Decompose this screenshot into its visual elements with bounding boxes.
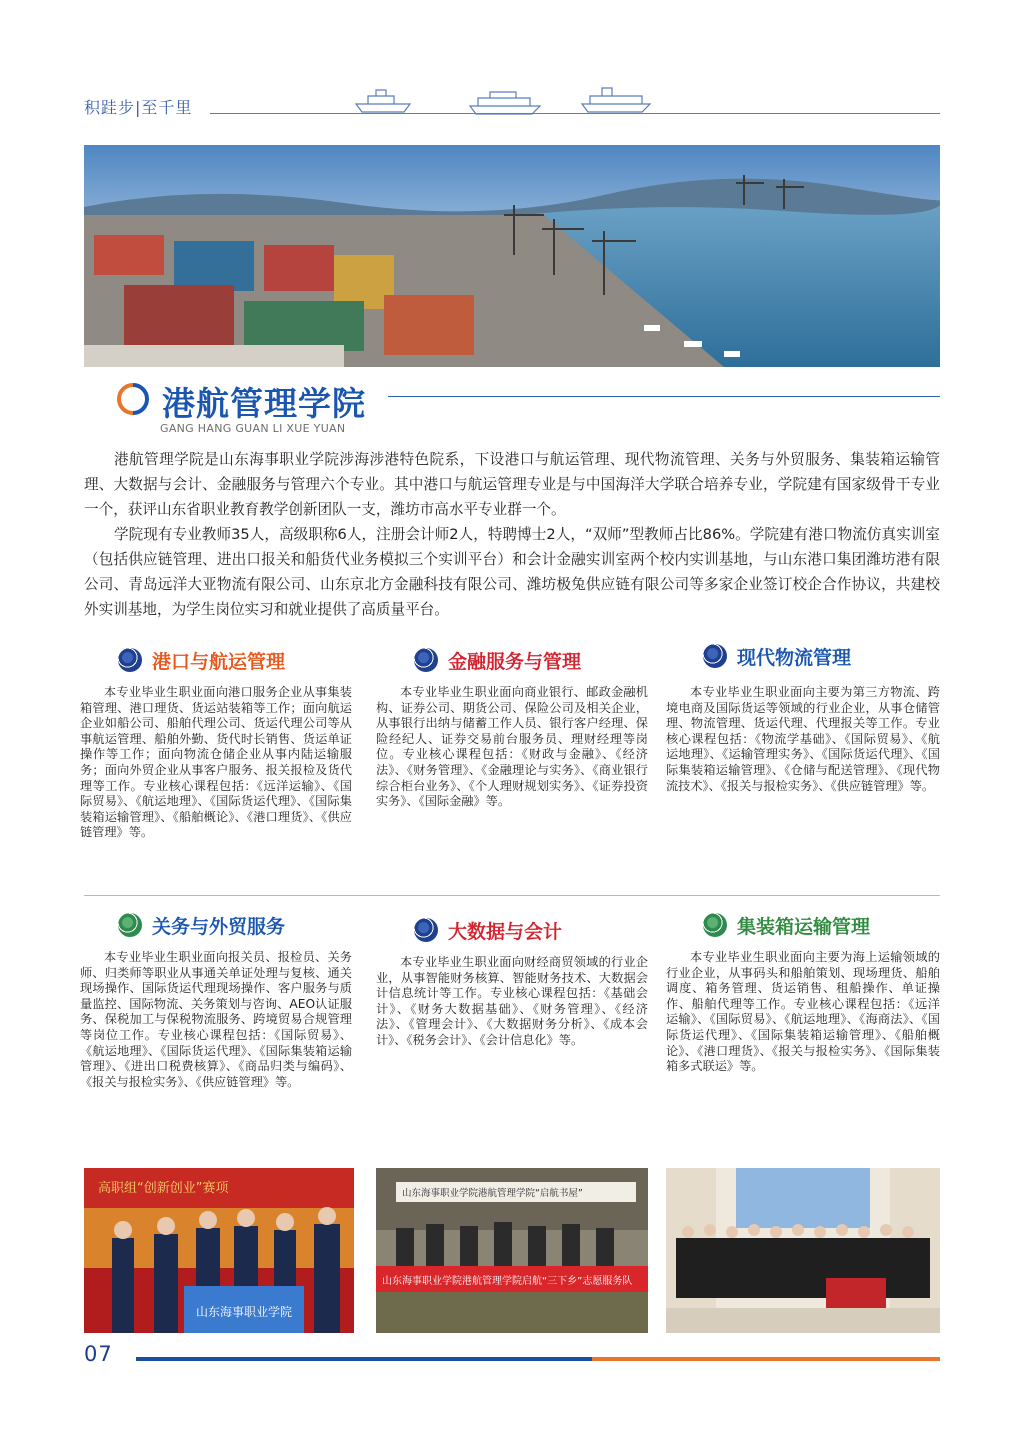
major-description: 本专业毕业生职业面向报关员、报检员、关务师、归类师等职业从事通关单证处理与复核、通关现场操作、国际货运代理现场操作、客户服务与质量监控、国际物流、关务策划与咨询、AEO认证服务、保税加工与保税物流服务、跨境贸易合规管理等岗位工作。专业核心课程包括：《国际贸易》、《航运地理》、《国际货运代理》、《国际集装箱运输管理》、《进出口税费核算》、《商品归类与编码》、《报关与报检实务》、《供应链管理》等。	[80, 950, 352, 1089]
major-title: 港口与航运管理	[152, 650, 286, 673]
page-title-pinyin: GANG HANG GUAN LI XUE YUAN	[160, 422, 346, 435]
ships-icon	[350, 82, 670, 118]
volunteer-team-photo	[376, 1168, 648, 1333]
major-description: 本专业毕业生职业面向商业银行、邮政金融机构、证券公司、期货公司、保险公司及相关企业，从事银行出纳与储蓄工作人员、银行客户经理、保险经纪人、证券交易前台服务员、理财经理等岗位。专业核心课程包括：《财政与金融》、《经济法》、《财务管理》、《金融理论与实务》、《商业银行综合柜台业务》、《个人理财规划实务》、《证券投资实务》、《国际金融》等。	[376, 685, 648, 809]
footer-bar-blue	[136, 1357, 592, 1361]
major-description: 本专业毕业生职业面向财经商贸领域的行业企业，从事智能财务核算、智能财务技术、大数据会计信息统计等工作。专业核心课程包括：《基础会计》、《财务大数据基础》、《财务管理》、《经济法》、《管理会计》、《大数据财务分析》、《成本会计》、《税务会计》、《会计信息化》等。	[376, 955, 648, 1047]
major-bullet-icon	[703, 913, 727, 937]
major-title: 现代物流管理	[737, 646, 852, 669]
major-heading-port-shipping	[118, 645, 285, 675]
competition-award-photo	[84, 1168, 354, 1333]
graduation-group-photo	[666, 1168, 940, 1333]
major-heading-container-transport	[703, 910, 870, 940]
intro-paragraph-1: 港航管理学院是山东海事职业学院涉海涉港特色院系，下设港口与航运管理、现代物流管理、关务与外贸服务、集装箱运输管理、大数据与会计、金融服务与管理六个专业。其中港口与航运管理专业是与中国海洋大学联合培养专业，学院建有国家级骨干专业一个，获评山东省职业教育教学创新团队一支，潍坊市高水平专业群一个。	[84, 451, 940, 518]
section-divider	[84, 895, 940, 896]
footer-bar-orange	[592, 1357, 940, 1361]
photo-banner-text: 高职组“创新创业”赛项	[98, 1181, 229, 1196]
major-bullet-icon	[703, 644, 727, 668]
major-bullet-icon	[118, 913, 142, 937]
header-slogan: 积跬步|至千里	[84, 98, 193, 117]
photo-banner-text: 山东海事职业学院港航管理学院启航“三下乡”志愿服务队	[382, 1276, 633, 1287]
major-bullet-icon	[118, 648, 142, 672]
major-description: 本专业毕业生职业面向主要为第三方物流、跨境电商及国际货运等领域的行业企业，从事仓储管理、物流管理、货运代理、代理报关等工作。专业核心课程包括：《物流学基础》、《国际贸易》、《航运地理》、《运输管理实务》、《国际货运代理》、《国际集装箱运输管理》、《仓储与配送管理》、《现代物流技术》、《报关与报检实务》、《供应链管理》等。	[666, 685, 940, 793]
major-heading-bigdata-accounting	[414, 915, 562, 945]
major-title: 金融服务与管理	[448, 650, 582, 673]
port-aerial-photo	[84, 145, 940, 367]
major-bullet-icon	[414, 648, 438, 672]
major-title: 大数据与会计	[448, 920, 563, 943]
major-description: 本专业毕业生职业面向港口服务企业从事集装箱管理、港口理货、货运站装箱等工作；面向航运企业如船公司、船舶代理公司、货运代理公司等从事航运管理、船舶外勤、货代时长销售、货运单证操作等工作；面向物流仓储企业从事内陆运输服务；面向外贸企业从事客户服务、报关报检及货代理等工作。专业核心课程包括：《远洋运输》、《国际贸易》、《航运地理》、《国际货运代理》、《国际集装箱运输管理》、《船舶概论》、《港口理货》、《供应链管理》等。	[80, 685, 352, 840]
page-title: 港航管理学院	[162, 384, 366, 423]
page-number: 07	[84, 1342, 113, 1366]
major-heading-customs-trade	[118, 910, 285, 940]
title-rule	[388, 396, 940, 397]
major-title: 集装箱运输管理	[737, 915, 871, 938]
major-heading-logistics	[703, 641, 851, 671]
intro-paragraph-2: 学院现有专业教师35人，高级职称6人，注册会计师2人，特聘博士2人，“双师”型教师占比86%。学院建有港口物流仿真实训室（包括供应链管理、进出口报关和船货代业务模拟三个实训平台）和会计金融实训室两个校内实训基地，与山东港口集团潍坊港有限公司、青岛远洋大亚物流有限公司、山东京北方金融科技有限公司、潍坊极兔供应链有限公司等多家企业签订校企合作协议，共建校外实训基地，为学生岗位实习和就业提供了高质量平台。	[84, 526, 940, 618]
photo-flag-text: 山东海事职业学院	[196, 1305, 293, 1319]
title-ring-icon	[116, 382, 150, 416]
major-description: 本专业毕业生职业面向主要为海上运输领域的行业企业，从事码头和船舶策划、现场理货、船舶调度、箱务管理、货运销售、租船操作、单证操作、船舶代理等工作。专业核心课程包括：《远洋运输》、《国际贸易》、《航运地理》、《海商法》、《国际货运代理》、《国际集装箱运输管理》、《船舶概论》、《港口理货》、《报关与报检实务》、《国际集装箱多式联运》等。	[666, 950, 940, 1074]
photo-sign-text: 山东海事职业学院港航管理学院“启航书屋”	[402, 1188, 583, 1199]
major-title: 关务与外贸服务	[152, 915, 286, 938]
major-heading-finance	[414, 645, 581, 675]
major-bullet-icon	[414, 918, 438, 942]
